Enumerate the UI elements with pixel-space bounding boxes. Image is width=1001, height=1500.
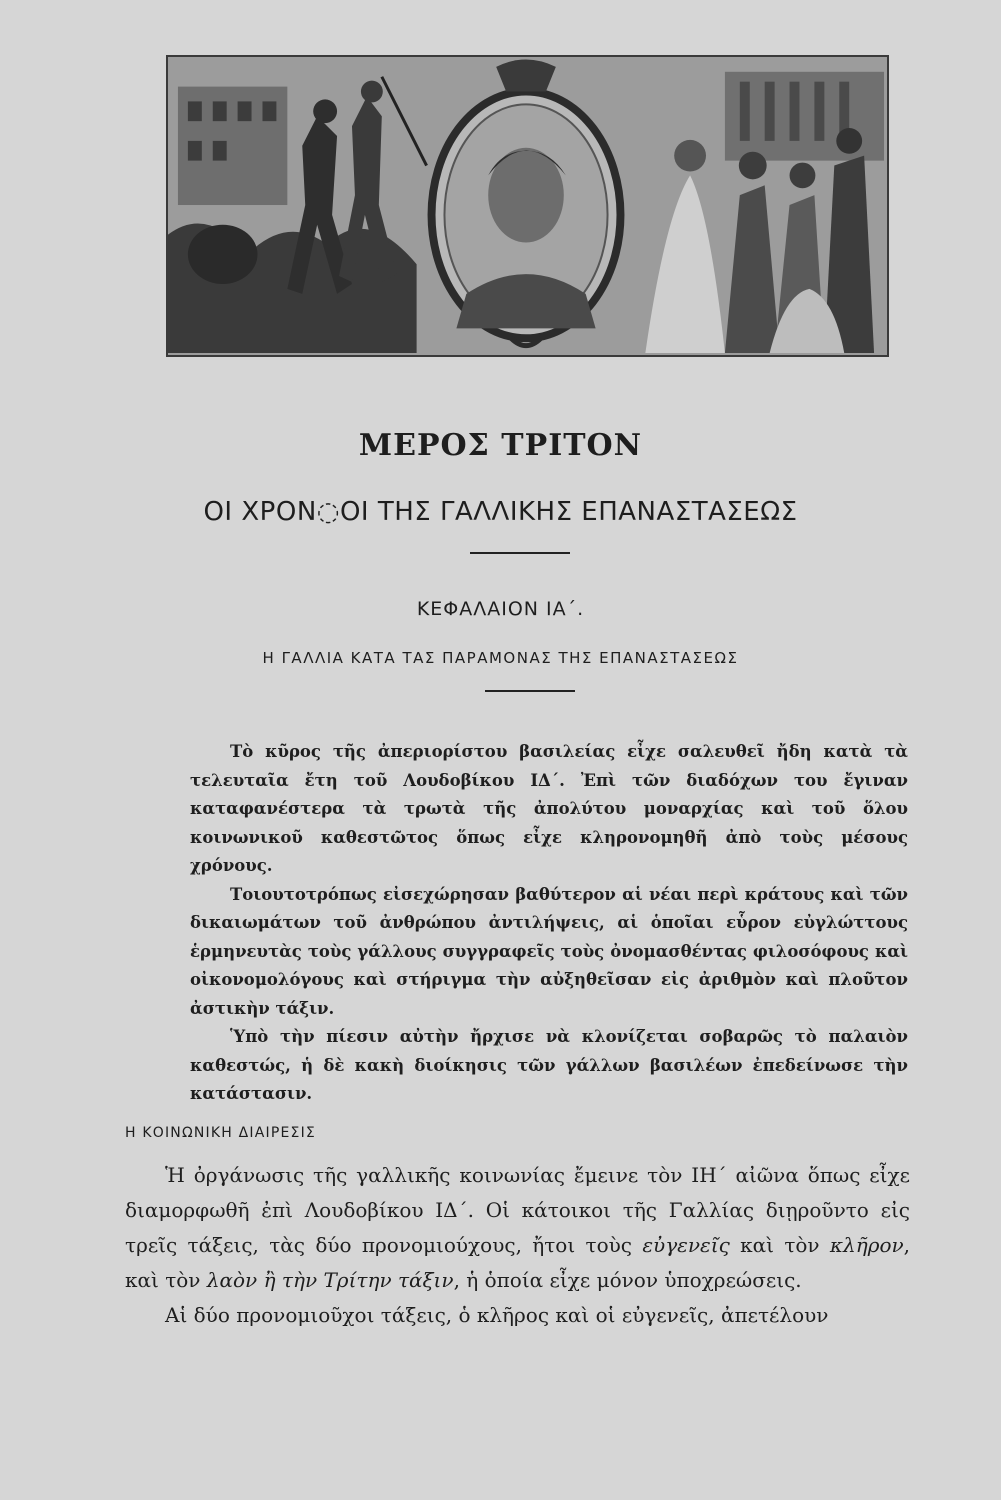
intro-paragraph: Τὸ κῦρος τῆς ἀπεριορίστου βασιλείας εἶχε σαλευθεῖ ἤδη κατὰ τὰ τελευταῖα ἔτη τοῦ Λουδοβίκου ΙΔ΄. Ἐπὶ τῶν διαδόχων του ἔγιναν καταφανέστερα τὰ τρωτὰ τῆς ἀπολύτου μοναρχίας καὶ τοῦ ὅλου κοινωνικοῦ καθεστῶτος ὅπως εἶχε κληρονομηθῆ ἀπὸ τοὺς μέσους χρόνους. xyxy=(190,742,908,875)
intro-paragraph: Ὑπὸ τὴν πίεσιν αὐτὴν ἤρχισε νὰ κλονίζεται σοβαρῶς τὸ παλαιὸν καθεστώς, ἡ δὲ κακὴ διοίκησις τῶν γάλλων βασιλέων ἐπεδείνωσε τὴν κατάστασιν. xyxy=(190,1027,908,1103)
engraving-drawing xyxy=(168,57,887,355)
body-paragraph: Ἡ ὀργάνωσις τῆς γαλλικῆς κοινωνίας ἔμεινε τὸν ΙΗ΄ αἰῶνα ὅπως εἶχε διαμορφωθῆ ἐπὶ Λουδοβίκου ΙΔ΄. Οἱ κάτοικοι τῆς Γαλλίας διῃροῦντο εἰς τρεῖς τάξεις, τὰς δύο προνομιούχους, ἤτοι τοὺς εὐγενεῖς καὶ τὸν κλῆρον, καὶ τὸν λαὸν ἢ τὴν Τρίτην τάξιν, ἡ ὁποία εἶχε μόνον ὑποχρεώσεις. xyxy=(125,1163,911,1292)
intro-paragraph: Τοιουτοτρόπως εἰσεχώρησαν βαθύτερον αἱ νέαι περὶ κράτους καὶ τῶν δικαιωμάτων τοῦ ἀνθρώπου ἀντιλήψεις, αἱ ὁποῖαι εὗρον εὐγλώττους ἑρμηνευτὰς τοὺς γάλλους συγγραφεῖς τοὺς ὀνομασθέντας φιλοσόφους καὶ οἰκονομολόγους καὶ στήριγμα τὴν αὐξηθεῖσαν εἰς ἀριθμὸν καὶ πλοῦτον ἀστικὴν τάξιν. xyxy=(190,884,908,1018)
chapter-subtitle: Η ΓΑΛΛΙΑ ΚΑΤΑ ΤΑΣ ΠΑΡΑΜΟΝΑΣ ΤΗΣ ΕΠΑΝΑΣΤΑΣΕΩΣ xyxy=(262,649,739,667)
emphasis-text: κλῆρον xyxy=(829,1233,904,1257)
main-title: ΟΙ ΧΡΟΝ◌ΟΙ ΤΗΣ ΓΑΛΛΙΚΗΣ ΕΠΑΝΑΣΤΑΣΕΩΣ xyxy=(203,497,798,527)
chapter-divider xyxy=(485,690,575,692)
emphasis-text: εὐγενεῖς xyxy=(642,1233,730,1257)
body-paragraph: Αἱ δύο προνομιοῦχοι τάξεις, ὁ κλῆρος καὶ οἱ εὐγενεῖς, ἀπετέλουν xyxy=(165,1303,829,1327)
title-divider xyxy=(470,552,570,554)
part-title: ΜΕΡΟΣ ΤΡΙΤΟΝ xyxy=(358,428,643,463)
section-body xyxy=(125,1158,910,1333)
section-heading: Η ΚΟΙΝΩΝΙΚΗ ΔΙΑΙΡΕΣΙΣ xyxy=(125,1125,316,1141)
emphasis-text: λαὸν ἢ τὴν Τρίτην τάξιν xyxy=(206,1268,454,1292)
chapter-intro xyxy=(190,738,908,1109)
chapter-number: ΚΕΦΑΛΑΙΟΝ ΙΑ΄. xyxy=(416,598,585,620)
header-engraving xyxy=(166,55,889,357)
